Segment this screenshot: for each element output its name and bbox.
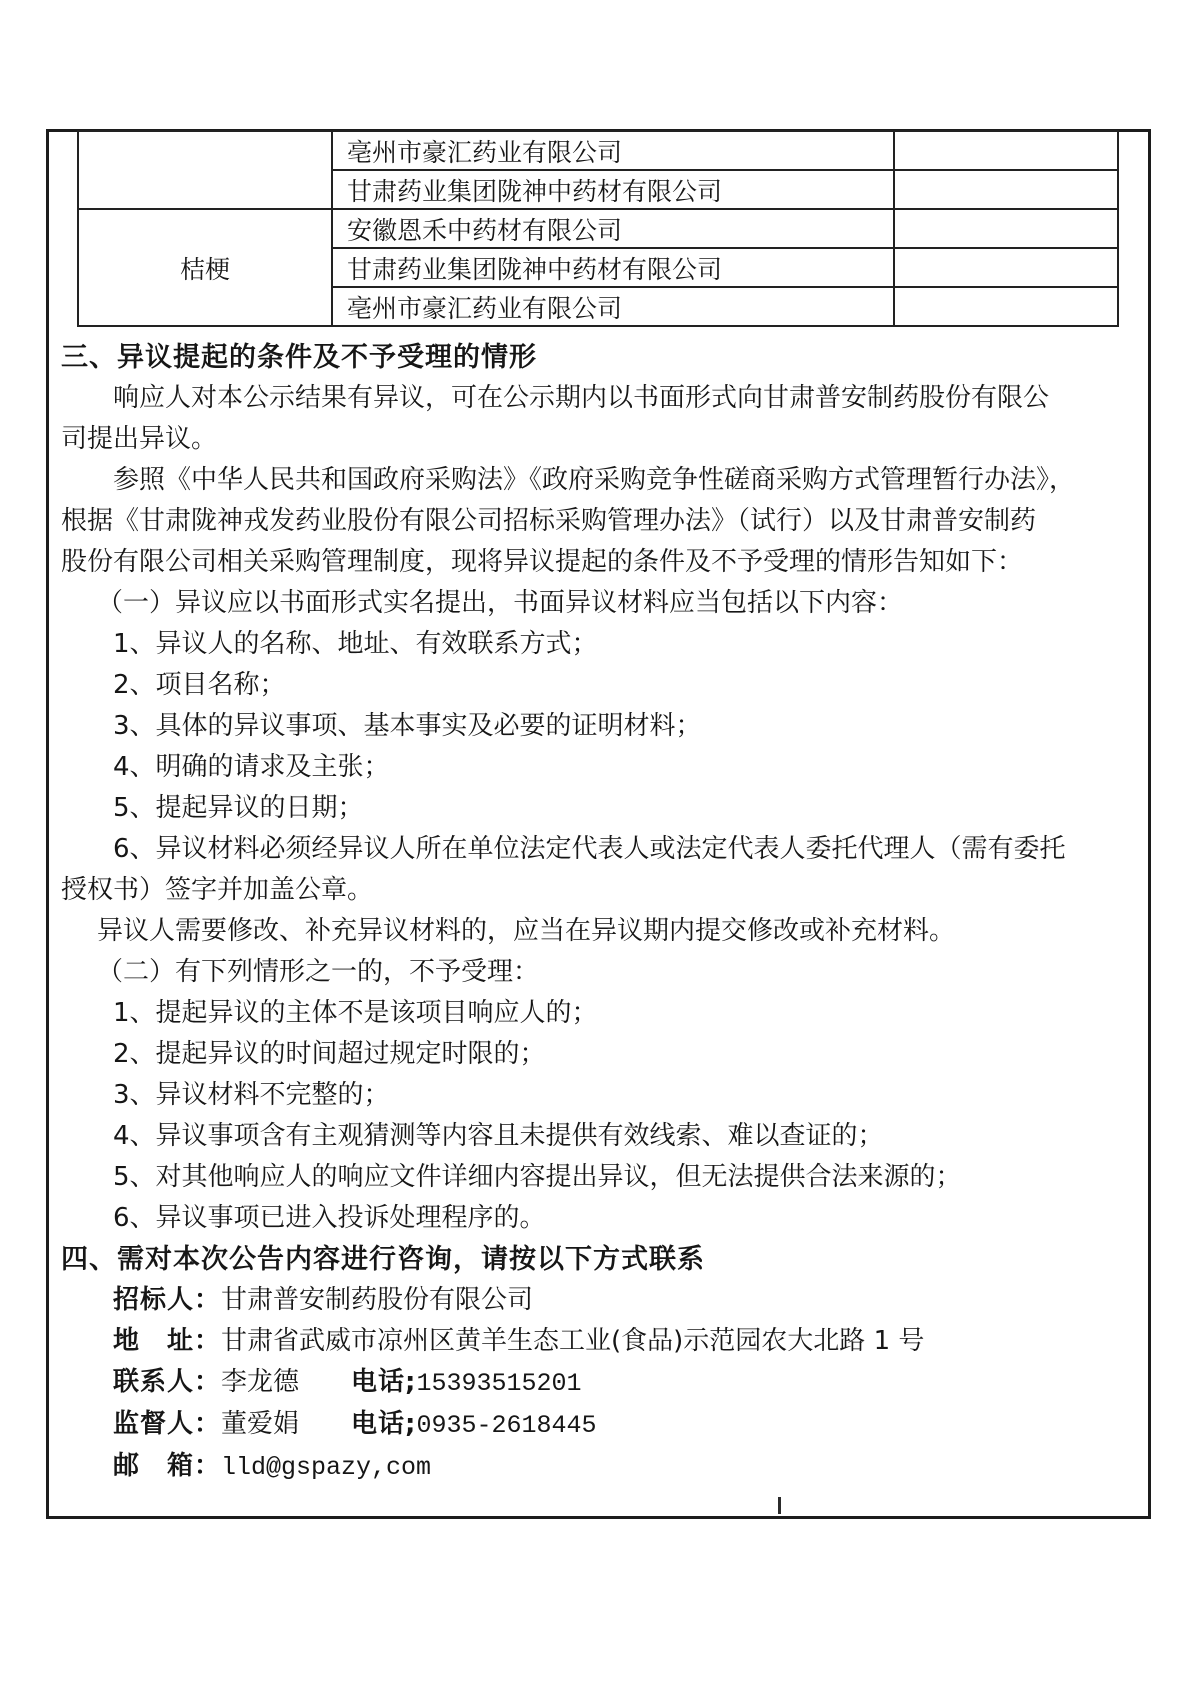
page-border-box xyxy=(46,129,1151,1519)
doc-line: 6、异议事项已进入投诉处理程序的。 xyxy=(113,1203,546,1233)
contact-value: 董爱娟 xyxy=(221,1409,300,1439)
document-body xyxy=(61,337,1142,1488)
doc-line: 2、提起异议的时间超过规定时限的； xyxy=(113,1039,546,1069)
doc-line: 5、提起异议的日期； xyxy=(113,793,364,823)
doc-line: 司提出异议。 xyxy=(61,424,218,454)
doc-line: 1、提起异议的主体不是该项目响应人的； xyxy=(113,998,598,1028)
contact-supervisor xyxy=(61,1404,1142,1446)
contact-person xyxy=(61,1362,1142,1404)
phone-number: 15393515201 xyxy=(416,1369,582,1398)
contact-address xyxy=(61,1321,1142,1362)
contact-value: 李龙德 xyxy=(221,1367,300,1397)
contact-label: 地 址： xyxy=(113,1326,222,1356)
doc-line: 参照《中华人民共和国政府采购法》《政府采购竞争性磋商采购方式管理暂行办法》， xyxy=(113,465,1076,495)
contact-value: 甘肃普安制药股份有限公司 xyxy=(221,1285,534,1315)
remark-cell-empty xyxy=(894,287,1118,326)
item-label-cell-jiegeng: 桔梗 xyxy=(78,209,332,326)
phone-label: 电话; xyxy=(351,1367,417,1397)
contact-email xyxy=(61,1446,1142,1488)
doc-line: 4、异议事项含有主观猜测等内容且未提供有效线索、难以查证的； xyxy=(113,1121,884,1151)
contact-label: 联系人： xyxy=(113,1367,222,1397)
doc-line: 授权书）签字并加盖公章。 xyxy=(61,875,374,905)
table-row xyxy=(78,209,1118,248)
remark-cell-empty xyxy=(894,248,1118,287)
doc-line: （一）异议应以书面形式实名提出，书面异议材料应当包括以下内容： xyxy=(97,588,904,618)
doc-line: 4、明确的请求及主张； xyxy=(113,752,390,782)
company-cell: 安徽恩禾中药材有限公司 xyxy=(332,209,894,248)
contact-value: 甘肃省武威市凉州区黄羊生态工业(食品)示范园农大北路 1 号 xyxy=(221,1326,925,1356)
section-3-heading: 三、异议提起的条件及不予受理的情形 xyxy=(61,342,537,373)
doc-line: 异议人需要修改、补充异议材料的，应当在异议期内提交修改或补充材料。 xyxy=(97,916,956,946)
doc-line: 根据《甘肃陇神戎发药业股份有限公司招标采购管理办法》（试行）以及甘肃普安制药 xyxy=(61,506,1037,536)
contact-bidder xyxy=(61,1280,1142,1321)
doc-line: 6、异议材料必须经异议人所在单位法定代表人或法定代表人委托代理人（需有委托 xyxy=(113,834,1066,864)
company-cell: 亳州市豪汇药业有限公司 xyxy=(332,131,894,170)
doc-line: 股份有限公司相关采购管理制度，现将异议提起的条件及不予受理的情形告知如下： xyxy=(61,547,1024,577)
remark-cell-empty xyxy=(894,131,1118,170)
doc-line: （二）有下列情形之一的，不予受理： xyxy=(97,957,540,987)
phone-number: 0935-2618445 xyxy=(416,1411,597,1440)
doc-line: 5、对其他响应人的响应文件详细内容提出异议，但无法提供合法来源的； xyxy=(113,1162,962,1192)
section-4-heading: 四、需对本次公告内容进行咨询，请按以下方式联系 xyxy=(61,1244,705,1275)
doc-line: 3、异议材料不完整的； xyxy=(113,1080,390,1110)
supplier-table xyxy=(77,130,1119,327)
table-row xyxy=(78,131,1118,170)
doc-line: 响应人对本公示结果有异议，可在公示期内以书面形式向甘肃普安制药股份有限公 xyxy=(113,383,1050,413)
remark-cell-empty xyxy=(894,209,1118,248)
doc-line: 3、具体的异议事项、基本事实及必要的证明材料； xyxy=(113,711,702,741)
doc-line: 2、项目名称； xyxy=(113,670,286,700)
company-cell: 亳州市豪汇药业有限公司 xyxy=(332,287,894,326)
remark-cell-empty xyxy=(894,170,1118,209)
contact-label: 监督人： xyxy=(113,1409,222,1439)
email-value: lld@gspazy,com xyxy=(221,1453,432,1482)
stray-scan-mark xyxy=(778,1497,781,1514)
contact-label: 邮 箱： xyxy=(113,1451,222,1481)
company-cell: 甘肃药业集团陇神中药材有限公司 xyxy=(332,170,894,209)
item-label-cell-top xyxy=(78,131,332,209)
phone-label: 电话; xyxy=(351,1409,417,1439)
doc-line: 1、异议人的名称、地址、有效联系方式； xyxy=(113,629,598,659)
contact-label: 招标人： xyxy=(113,1285,222,1315)
company-cell: 甘肃药业集团陇神中药材有限公司 xyxy=(332,248,894,287)
